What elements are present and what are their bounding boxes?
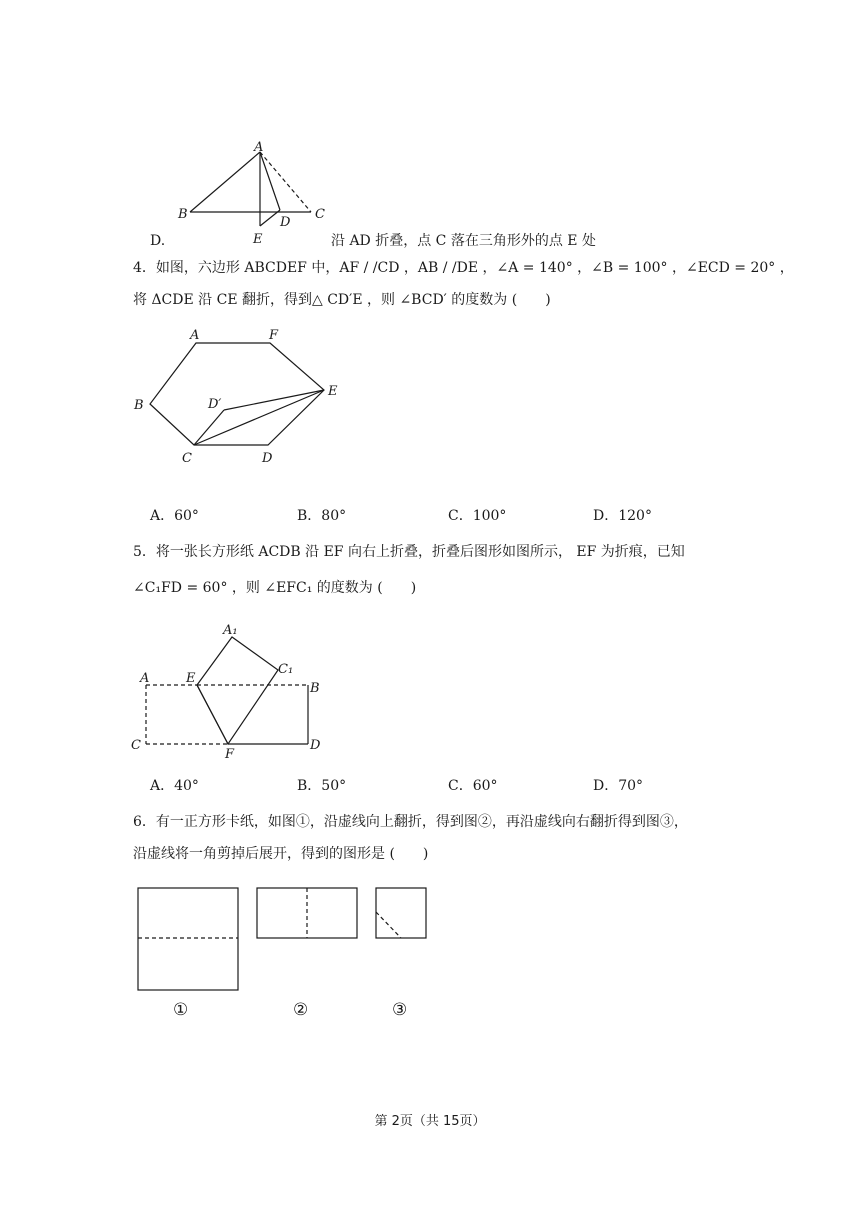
q5-label-b: B [310, 681, 320, 696]
q3-label-e: E [253, 232, 263, 247]
q4-option-d[interactable]: D．120° [593, 508, 652, 524]
q3-option-d-letter: D. [150, 233, 166, 249]
q4-label-f: F [269, 328, 279, 343]
q4-option-c[interactable]: C．100° [448, 508, 507, 524]
q4-label-d-prime: D′ [208, 397, 222, 412]
q5-option-a[interactable]: A．40° [150, 778, 199, 794]
q5-stem-line1: 5．将一张长方形纸 ACDB 沿 EF 向右上折叠，折叠后图形如图所示， EF 为折痕，已知 [133, 544, 685, 560]
q5-label-c1: C₁ [278, 662, 294, 677]
q6-stem-line2: 沿虚线将一角剪掉后展开，得到的图形是 ( ) [133, 846, 429, 862]
q6-figure-3-label: ③ [392, 1000, 408, 1020]
q4-hexagon-figure [130, 322, 360, 492]
q4-label-b: B [134, 398, 144, 413]
q6-figure-2-label: ② [293, 1000, 309, 1020]
q6-folding-figures [130, 880, 440, 1020]
q4-stem-line1: 4．如图，六边形 ABCDEF 中，AF / /CD ，AB / /DE ，∠A = 140° ，∠B = 100° ，∠ECD = 20° ， [133, 260, 794, 276]
q3-option-d-figure [170, 140, 340, 250]
page-footer: 第 2页（共 15页） [374, 1114, 486, 1129]
q4-label-c: C [182, 451, 192, 466]
q3-label-d: D [280, 215, 291, 230]
q3-option-d-text: 沿 AD 折叠，点 C 落在三角形外的点 E 处 [331, 233, 596, 249]
q5-label-e: E [186, 671, 196, 686]
q6-stem-line1: 6．有一正方形卡纸，如图①，沿虚线向上翻折，得到图②，再沿虚线向右翻折得到图③， [133, 814, 688, 830]
q5-stem-line2: ∠C₁FD = 60° ，则 ∠EFC₁ 的度数为 ( ) [133, 580, 417, 596]
q5-label-d: D [310, 738, 321, 753]
q4-label-d: D [262, 451, 273, 466]
q3-label-b: B [178, 207, 188, 222]
q5-label-c: C [131, 738, 141, 753]
q5-label-a1: A₁ [223, 623, 238, 638]
q3-label-a: A [254, 140, 264, 155]
q5-option-c[interactable]: C．60° [448, 778, 498, 794]
q6-figure-1-label: ① [173, 1000, 189, 1020]
q4-option-b[interactable]: B．80° [297, 508, 347, 524]
q5-label-f: F [225, 747, 235, 762]
q4-label-a: A [190, 328, 200, 343]
q4-label-e: E [328, 384, 338, 399]
q5-label-a: A [140, 671, 150, 686]
q5-option-d[interactable]: D．70° [593, 778, 644, 794]
q5-folded-rectangle-figure [128, 618, 338, 763]
q4-stem-line2: 将 ΔCDE 沿 CE 翻折，得到△ CD′E ，则 ∠BCD′ 的度数为 ( ) [133, 292, 551, 308]
q4-option-a[interactable]: A．60° [150, 508, 199, 524]
q3-label-c: C [315, 207, 325, 222]
q5-option-b[interactable]: B．50° [297, 778, 347, 794]
